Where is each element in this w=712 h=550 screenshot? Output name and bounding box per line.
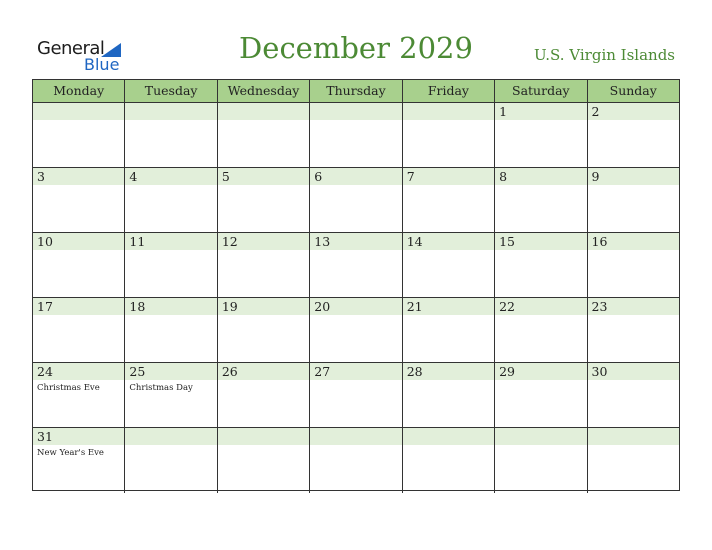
day-number: 6: [314, 169, 323, 184]
day-cell: [218, 428, 310, 493]
day-number: 16: [591, 234, 608, 249]
day-cell: [310, 168, 402, 232]
day-cell: [218, 168, 310, 232]
holiday-label: Christmas Eve: [37, 383, 100, 393]
day-number: 8: [499, 169, 508, 184]
day-cell: [218, 103, 310, 167]
day-number: 14: [406, 234, 423, 249]
day-number: 31: [37, 429, 53, 444]
day-cell: [33, 103, 125, 167]
day-cell: [588, 428, 679, 493]
day-number-band: [218, 428, 309, 445]
day-cell: [495, 298, 587, 362]
day-cell: [310, 103, 402, 167]
day-cell: [588, 103, 679, 167]
day-number-band: [125, 103, 216, 120]
day-cell: [125, 298, 217, 362]
day-number: 3: [37, 169, 45, 184]
day-number: 24: [37, 364, 53, 379]
logo-text-general: General: [37, 38, 105, 59]
weekday-monday: Monday: [33, 80, 125, 102]
week-row: [33, 233, 679, 298]
day-number-band: [125, 168, 216, 185]
day-cell: [495, 168, 587, 232]
weekday-header: [33, 80, 679, 103]
day-number: 28: [406, 364, 423, 379]
day-cell: [310, 298, 402, 362]
day-number: 23: [591, 299, 608, 314]
day-number-band: [495, 168, 586, 185]
weeks-container: [33, 103, 679, 493]
day-cell: [33, 168, 125, 232]
day-cell: [403, 233, 495, 297]
day-cell: [310, 428, 402, 493]
day-number: 19: [221, 299, 238, 314]
day-cell: [125, 428, 217, 493]
day-cell: [403, 298, 495, 362]
day-cell: [33, 363, 125, 427]
day-cell: [588, 233, 679, 297]
day-number: 4: [129, 169, 138, 184]
day-cell: [495, 363, 587, 427]
week-row: [33, 298, 679, 363]
holiday-label: Christmas Day: [129, 383, 193, 393]
day-number-band: [33, 168, 124, 185]
day-number-band: [218, 168, 309, 185]
day-cell: [33, 298, 125, 362]
day-cell: [125, 168, 217, 232]
day-cell: [403, 168, 495, 232]
day-cell: [125, 103, 217, 167]
weekday-tuesday: Tuesday: [125, 80, 217, 102]
day-cell: [403, 363, 495, 427]
day-number-band: [218, 103, 309, 120]
weekday-sunday: Sunday: [609, 83, 657, 98]
day-number: 25: [129, 364, 146, 379]
day-number: 2: [591, 104, 600, 119]
day-cell: [495, 233, 587, 297]
day-cell: [218, 298, 310, 362]
day-cell: [588, 363, 679, 427]
day-number-band: [495, 103, 586, 120]
week-row: [33, 363, 679, 428]
day-number: 9: [591, 169, 600, 184]
region-label: U.S. Virgin Islands: [534, 46, 675, 64]
day-number: 7: [406, 169, 415, 184]
day-cell: [33, 428, 125, 493]
day-number: 18: [129, 299, 146, 314]
day-number: 13: [314, 234, 331, 249]
day-number-band: [588, 168, 679, 185]
day-cell: [33, 233, 125, 297]
day-number: 17: [37, 299, 53, 314]
weekday-thursday: Thursday: [310, 80, 402, 102]
calendar-grid: [32, 79, 680, 491]
day-cell: [403, 103, 495, 167]
day-number: 21: [406, 299, 423, 314]
weekday-saturday: Saturday: [495, 80, 587, 102]
day-cell: [125, 363, 217, 427]
day-number: 30: [591, 364, 608, 379]
day-number: 20: [314, 299, 331, 314]
day-number: 1: [499, 104, 508, 119]
day-number-band: [588, 103, 679, 120]
day-number-band: [495, 428, 586, 445]
day-number: 10: [37, 234, 53, 249]
day-cell: [310, 233, 402, 297]
day-cell: [125, 233, 217, 297]
week-row: [33, 428, 679, 493]
day-number-band: [33, 103, 124, 120]
day-number-band: [403, 428, 494, 445]
holiday-label: New Year's Eve: [37, 448, 104, 458]
weekday-friday: Friday: [403, 80, 495, 102]
day-number-band: [310, 428, 401, 445]
day-cell: [588, 168, 679, 232]
day-number-band: [588, 428, 679, 445]
week-row: [33, 168, 679, 233]
day-number: 29: [499, 364, 516, 379]
day-number-band: [403, 103, 494, 120]
day-number: 27: [314, 364, 331, 379]
day-cell: [218, 363, 310, 427]
day-cell: [403, 428, 495, 493]
week-row: [33, 103, 679, 168]
day-number: 26: [221, 364, 238, 379]
day-number-band: [125, 428, 216, 445]
day-cell: [588, 298, 679, 362]
day-number: 5: [221, 169, 230, 184]
weekday-wednesday: Wednesday: [218, 80, 310, 102]
day-cell: [495, 428, 587, 493]
day-number-band: [310, 168, 401, 185]
day-number: 22: [499, 299, 516, 314]
day-cell: [495, 103, 587, 167]
day-cell: [218, 233, 310, 297]
day-number-band: [403, 168, 494, 185]
day-number: 15: [499, 234, 516, 249]
day-number: 11: [129, 234, 146, 249]
day-number-band: [310, 103, 401, 120]
logo-text-blue: Blue: [84, 55, 120, 74]
day-number: 12: [221, 234, 238, 249]
page-title: December 2029: [239, 31, 473, 65]
day-cell: [310, 363, 402, 427]
